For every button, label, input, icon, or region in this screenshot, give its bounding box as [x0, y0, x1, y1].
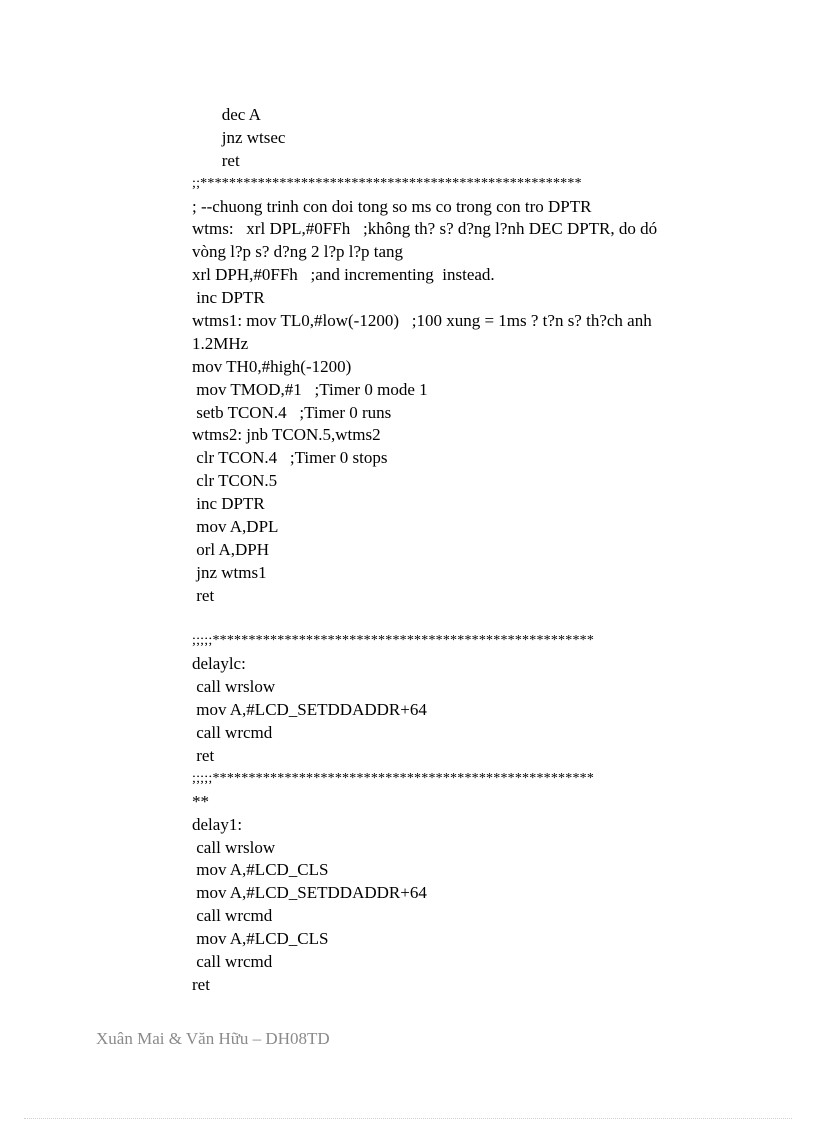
comment-line: ; --chuong trinh con doi tong so ms co trong con tro DPTR [192, 196, 592, 216]
code-listing [192, 104, 732, 997]
code-line: mov A,#LCD_CLS [192, 860, 329, 880]
code-line: call wrcmd [192, 723, 273, 743]
page-bottom-divider [24, 1118, 792, 1119]
page-footer: Xuân Mai & Văn Hữu – DH08TD [96, 1029, 330, 1048]
code-line: call wrslow [192, 677, 276, 697]
code-line: wtms2: jnb TCON.5,wtms2 [192, 425, 381, 445]
code-line: mov TH0,#high(-1200) [192, 356, 352, 376]
separator-line: ;;;;;***************************************************** [192, 633, 595, 649]
code-line: wtms1: mov TL0,#low(-1200) ;100 xung = 1ms ? t?n s? th?ch anh [192, 311, 652, 331]
code-line: vòng l?p s? d?ng 2 l?p l?p tang [192, 242, 404, 262]
code-line: inc DPTR [192, 288, 265, 308]
code-line: jnz wtms1 [192, 562, 267, 582]
code-line: setb TCON.4 ;Timer 0 runs [192, 402, 392, 422]
code-line: ret [192, 745, 215, 765]
code-line: mov A,#LCD_SETDDADDR+64 [192, 883, 427, 903]
code-line: ret [192, 974, 210, 994]
label-line: delaylc: [192, 654, 246, 674]
code-line: 1.2MHz [192, 333, 249, 353]
code-line: call wrcmd [192, 906, 273, 926]
separator-line: ;;***************************************************** [192, 175, 582, 191]
code-line: clr TCON.4 ;Timer 0 stops [192, 448, 388, 468]
code-line: call wrcmd [192, 951, 273, 971]
code-line: mov TMOD,#1 ;Timer 0 mode 1 [192, 379, 428, 399]
code-line: ret [192, 150, 240, 170]
code-line: clr TCON.5 [192, 471, 278, 491]
code-line: call wrslow [192, 837, 276, 857]
code-line: mov A,DPL [192, 517, 279, 537]
code-line: mov A,#LCD_SETDDADDR+64 [192, 700, 427, 720]
code-line: orl A,DPH [192, 539, 269, 559]
code-line: mov A,#LCD_CLS [192, 929, 329, 949]
code-line: xrl DPH,#0FFh ;and incrementing instead. [192, 265, 495, 285]
blank-line [192, 608, 732, 631]
code-line: dec A [192, 105, 261, 124]
code-line: wtms: xrl DPL,#0FFh ;không th? s? d?ng l?nh DEC DPTR, do dó [192, 219, 658, 239]
separator-line: ;;;;;***************************************************** [192, 770, 595, 786]
code-line: ret [192, 585, 215, 605]
label-line: delay1: [192, 814, 243, 834]
separator-tail: ** [192, 791, 209, 811]
code-line: jnz wtsec [192, 127, 286, 147]
code-line: inc DPTR [192, 494, 265, 514]
